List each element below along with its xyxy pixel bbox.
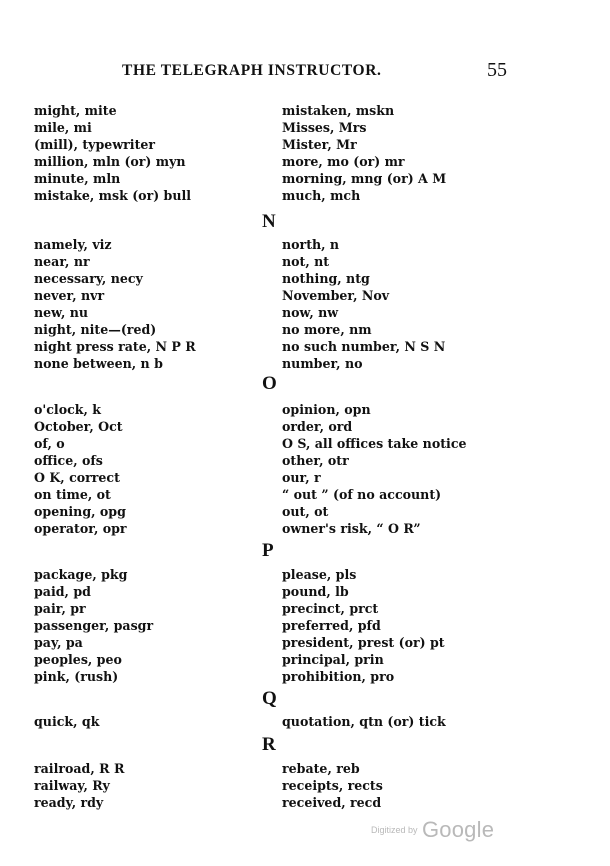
entry-left: pink, (rush) [34, 669, 119, 684]
section-letter-o: O [262, 373, 277, 394]
entry-right: principal, prin [282, 652, 384, 667]
entry-left: million, mln (or) myn [34, 154, 186, 169]
section-r-left-column [34, 760, 124, 811]
entry-right: morning, mng (or) A M [282, 171, 447, 186]
entry-left: opening, opg [34, 504, 126, 519]
entry-right: number, no [282, 356, 363, 371]
entry-left: necessary, necy [34, 271, 143, 286]
entry-left: near, nr [34, 254, 90, 269]
entry-left: package, pkg [34, 567, 128, 582]
entry-right: north, n [282, 237, 340, 252]
entry-left: night, nite—(red) [34, 322, 157, 337]
page-title: THE TELEGRAPH INSTRUCTOR. [122, 62, 382, 79]
entry-right: Mister, Mr [282, 137, 357, 152]
watermark-brand: Google [421, 817, 495, 842]
entry-left: railroad, R R [34, 761, 125, 776]
entry-right: precinct, prct [282, 601, 379, 616]
entry-left: on time, ot [34, 487, 111, 502]
entry-right: not, nt [282, 254, 330, 269]
entry-left: O K, correct [34, 470, 120, 485]
entry-right: out, ot [282, 504, 329, 519]
entry-right: “ out ” (of no account) [282, 487, 442, 502]
running-header [0, 59, 610, 84]
section-n-left-column [34, 236, 196, 372]
entry-left: office, ofs [34, 453, 103, 468]
entry-left: pair, pr [34, 601, 86, 616]
entry-right: rebate, reb [282, 761, 360, 776]
entry-right: order, ord [282, 419, 353, 434]
entry-left: pay, pa [34, 635, 83, 650]
entry-right: no such number, N S N [282, 339, 446, 354]
section-m-right-column [282, 102, 446, 204]
entry-right: our, r [282, 470, 321, 485]
page-number: 55 [487, 59, 507, 81]
entry-left: new, nu [34, 305, 89, 320]
entry-right: owner's risk, “ O R” [282, 521, 421, 536]
entry-right: no more, nm [282, 322, 372, 337]
section-n-right-column [282, 236, 445, 372]
digitized-by-google-watermark [371, 817, 494, 843]
entry-left: passenger, pasgr [34, 618, 154, 633]
section-o-right-column [282, 401, 467, 537]
watermark-prefix: Digitized by [371, 825, 418, 835]
entry-right: mistaken, mskn [282, 103, 395, 118]
section-r-right-column [282, 760, 383, 811]
entry-right: pound, lb [282, 584, 349, 599]
entry-right: president, prest (or) pt [282, 635, 445, 650]
entry-left: minute, mln [34, 171, 121, 186]
entry-left: quick, qk [34, 714, 100, 729]
entry-right: please, pls [282, 567, 357, 582]
entry-left: namely, viz [34, 237, 112, 252]
entry-right: nothing, ntg [282, 271, 370, 286]
entry-right: Misses, Mrs [282, 120, 367, 135]
section-letter-r: R [262, 734, 276, 755]
entry-right: receipts, rects [282, 778, 383, 793]
entry-left: railway, Ry [34, 778, 110, 793]
entry-left: might, mite [34, 103, 117, 118]
section-letter-p: P [262, 540, 274, 561]
entry-left: o'clock, k [34, 402, 101, 417]
entry-left: never, nvr [34, 288, 105, 303]
entry-left: operator, opr [34, 521, 127, 536]
entry-right: opinion, opn [282, 402, 371, 417]
entry-left: mistake, msk (or) bull [34, 188, 192, 203]
entry-right: O S, all offices take notice [282, 436, 467, 451]
section-q-left-column [34, 713, 99, 730]
section-o-left-column [34, 401, 127, 537]
entry-left: night press rate, N P R [34, 339, 196, 354]
entry-right: now, nw [282, 305, 339, 320]
entry-right: prohibition, pro [282, 669, 395, 684]
entry-right: November, Nov [282, 288, 390, 303]
entry-right: other, otr [282, 453, 349, 468]
entry-right: more, mo (or) mr [282, 154, 405, 169]
entry-left: paid, pd [34, 584, 91, 599]
entry-right: received, recd [282, 795, 382, 810]
entry-right: much, mch [282, 188, 361, 203]
section-letter-q: Q [262, 688, 277, 709]
section-p-left-column [34, 566, 153, 685]
entry-left: peoples, peo [34, 652, 122, 667]
entry-left: (mill), typewriter [34, 137, 156, 152]
entry-left: October, Oct [34, 419, 123, 434]
entry-left: of, o [34, 436, 65, 451]
section-m-left-column [34, 102, 191, 204]
entry-left: mile, mi [34, 120, 92, 135]
section-q-right-column [282, 713, 446, 730]
section-letter-n: N [262, 211, 276, 232]
section-p-right-column [282, 566, 445, 685]
entry-right: preferred, pfd [282, 618, 381, 633]
entry-right: quotation, qtn (or) tick [282, 714, 446, 729]
entry-left: none between, n b [34, 356, 163, 371]
entry-left: ready, rdy [34, 795, 104, 810]
